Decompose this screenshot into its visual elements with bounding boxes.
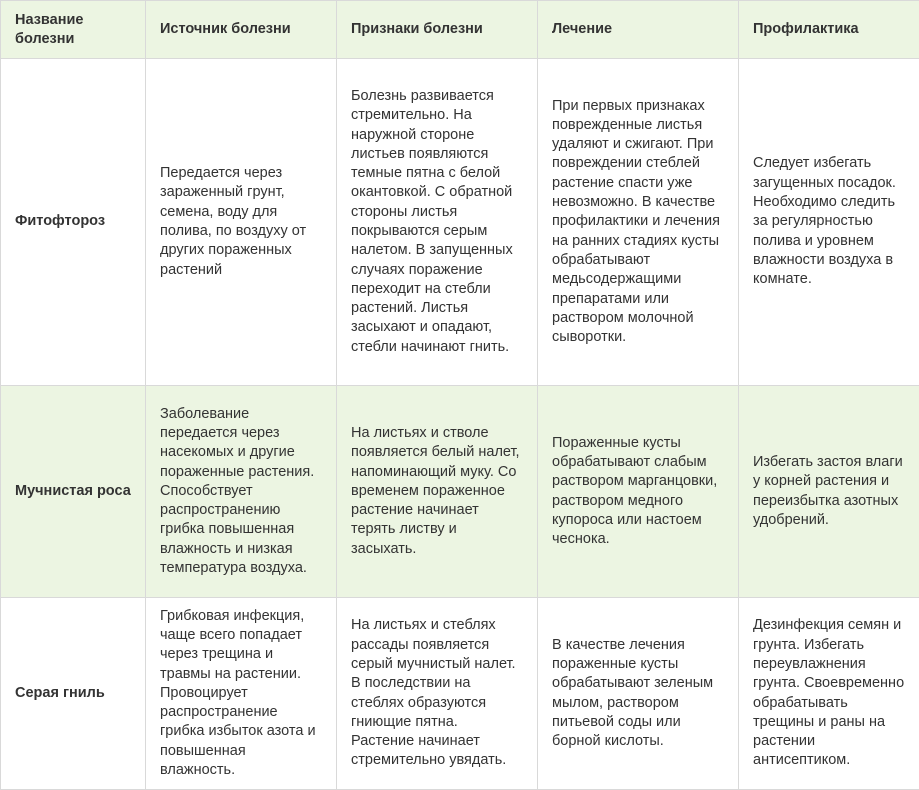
disease-source-cell: Заболевание передается через насекомых и другие пораженные растения. Способствует распространению грибка повышенная влажность и низкая температура воздуха. xyxy=(146,386,337,598)
disease-name-cell: Серая гниль xyxy=(1,598,146,790)
treatment-cell: В качестве лечения пораженные кусты обрабатывают зеленым мылом, раствором питьевой соды или борной кислоты. xyxy=(538,598,739,790)
disease-source-cell: Передается через зараженный грунт, семена, воду для полива, по воздуху от других пораженных растений xyxy=(146,59,337,386)
prevention-cell: Следует избегать загущенных посадок. Необходимо следить за регулярностью полива и уровнем влажности воздуха в комнате. xyxy=(739,59,919,386)
disease-name-cell: Мучнистая роса xyxy=(1,386,146,598)
disease-name-cell: Фитофтороз xyxy=(1,59,146,386)
header-prevention: Профилактика xyxy=(739,1,919,59)
table-row xyxy=(1,59,919,386)
table-header-row xyxy=(1,1,919,59)
table-row xyxy=(1,386,919,598)
disease-source-cell: Грибковая инфекция, чаще всего попадает через трещина и травмы на растении. Провоцирует распространение грибка избыток азота и повышенная влажность. xyxy=(146,598,337,790)
disease-symptoms-cell: На листьях и стволе появляется белый налет, напоминающий муку. Со временем пораженное растение начинает терять листву и засыхать. xyxy=(337,386,538,598)
treatment-cell: Пораженные кусты обрабатывают слабым раствором марганцовки, раствором медного купороса или настоем чеснока. xyxy=(538,386,739,598)
prevention-cell: Дезинфекция семян и грунта. Избегать переувлажнения грунта. Своевременно обрабатывать трещины и раны на растении антисептиком. xyxy=(739,598,919,790)
treatment-cell: При первых признаках поврежденные листья удаляют и сжигают. При повреждении стеблей растение спасти уже невозможно. В качестве профилактики и лечения на ранних стадиях кусты обрабатывают медьсодержащими препаратами или раствором молочной сыворотки. xyxy=(538,59,739,386)
disease-symptoms-cell: Болезнь развивается стремительно. На наружной стороне листьев появляются темные пятна с белой окантовкой. С обратной стороны листья покрываются серым налетом. В запущенных случаях поражение переходит на стебли растений. Листья засыхают и опадают, стебли начинают гнить. xyxy=(337,59,538,386)
header-disease-symptoms: Признаки болезни xyxy=(337,1,538,59)
table-row xyxy=(1,598,919,790)
prevention-cell: Избегать застоя влаги у корней растения и переизбытка азотных удобрений. xyxy=(739,386,919,598)
header-treatment: Лечение xyxy=(538,1,739,59)
disease-symptoms-cell: На листьях и стеблях рассады появляется серый мучнистый налет. В последствии на стеблях образуются гниющие пятна. Растение начинает стремительно увядать. xyxy=(337,598,538,790)
header-disease-source: Источник болезни xyxy=(146,1,337,59)
header-disease-name: Название болезни xyxy=(1,1,146,59)
